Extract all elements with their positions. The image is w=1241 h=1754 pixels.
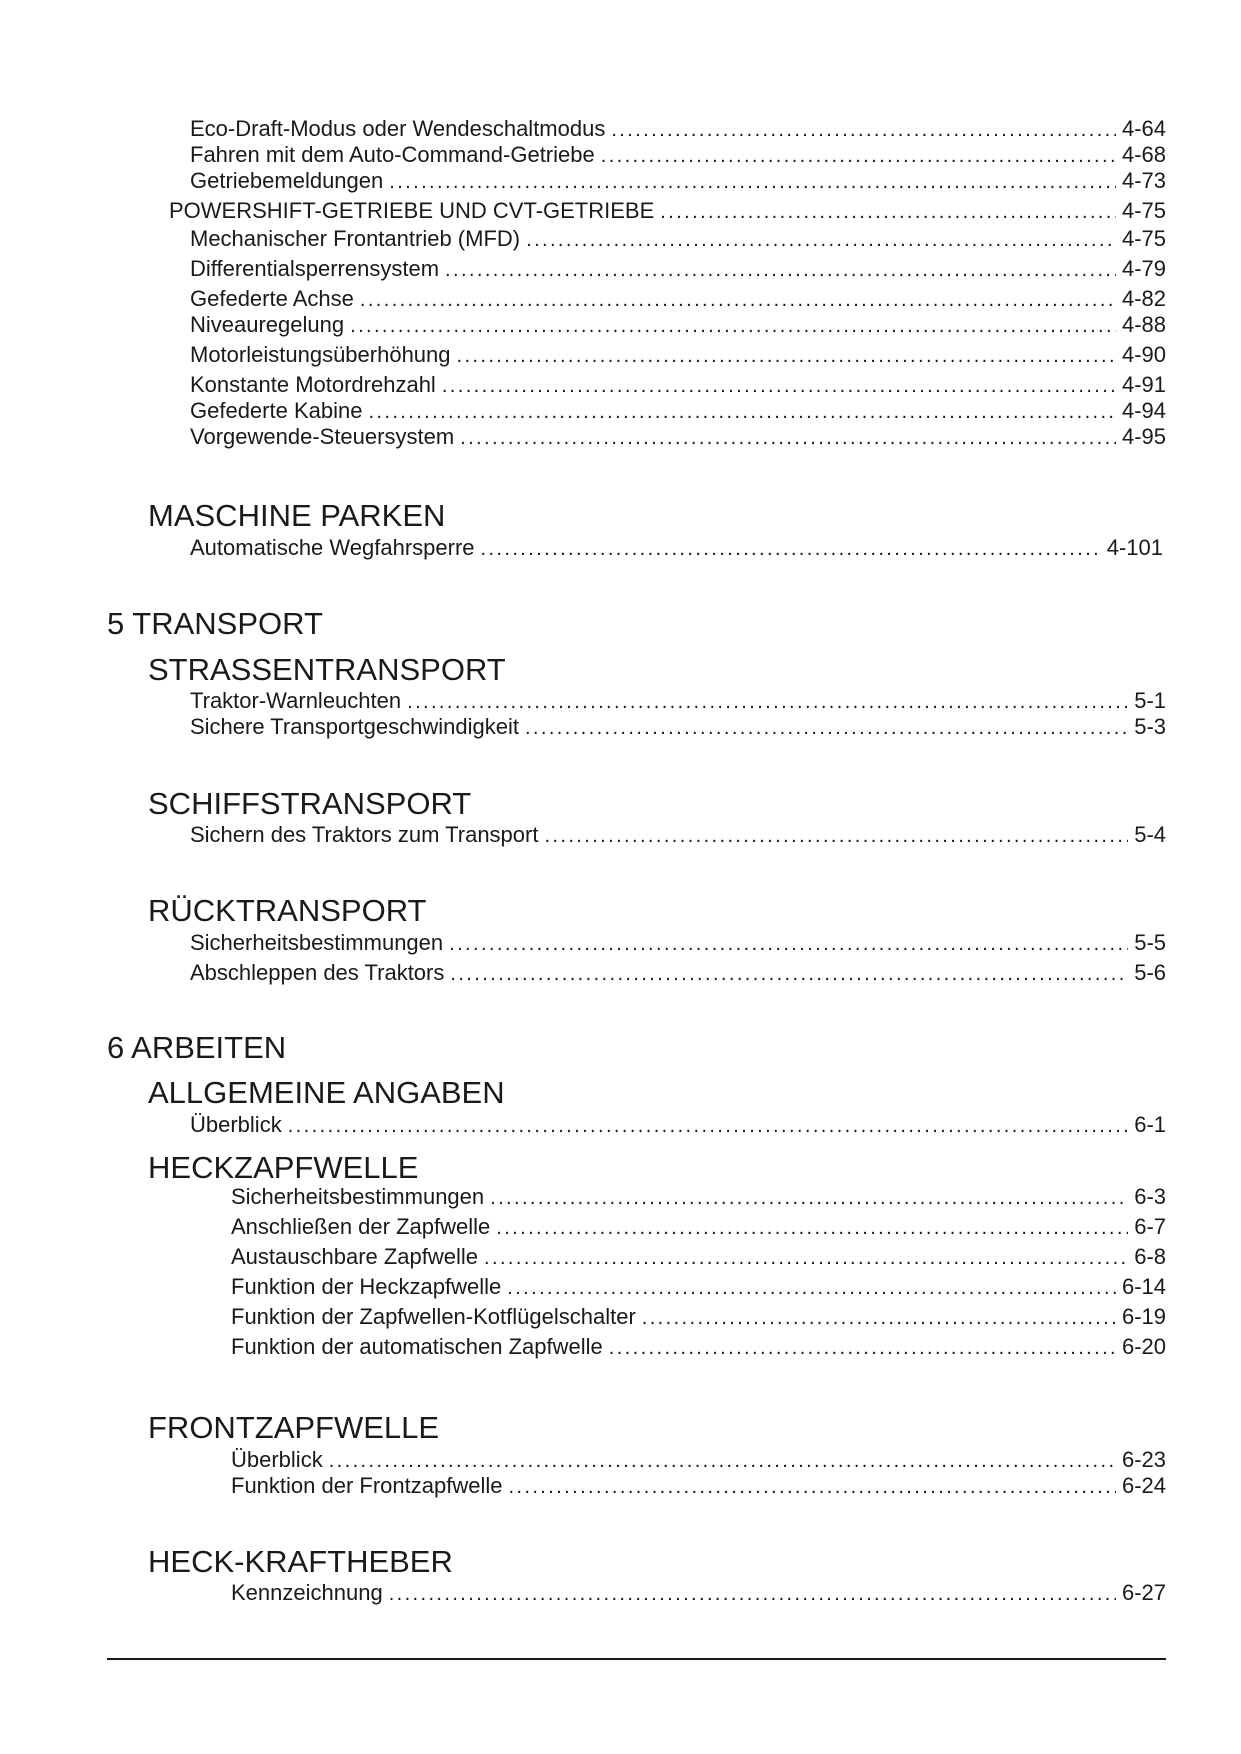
section-heading: HECKZAPFWELLE: [148, 1150, 419, 1185]
toc-entry-page: 6-23: [1121, 1447, 1166, 1472]
toc-entry-page: 4-95: [1121, 424, 1166, 449]
toc-entry-label: Sicherheitsbestimmungen: [190, 930, 444, 955]
toc-entry-label: Traktor-Warnleuchten: [190, 688, 402, 713]
toc-entry-label: Differentialsperrensystem: [190, 256, 440, 281]
toc-entry-page: 6-24: [1121, 1473, 1166, 1498]
toc-entry[interactable]: [190, 142, 1166, 169]
toc-entry-label: Kennzeichnung: [231, 1580, 383, 1605]
toc-leader-dots: [609, 1335, 1116, 1361]
toc-leader-dots: [544, 823, 1128, 849]
toc-entry-page: 5-6: [1134, 960, 1166, 985]
toc-entry-label: Gefederte Achse: [190, 286, 354, 311]
section-heading: ALLGEMEINE ANGABEN: [148, 1075, 505, 1110]
toc-entry[interactable]: [190, 286, 1166, 313]
toc-entry-page: 4-75: [1121, 198, 1166, 223]
toc-entry[interactable]: [190, 342, 1166, 369]
toc-entry-label: Funktion der Zapfwellen-Kotflügelschalter: [231, 1304, 636, 1329]
toc-leader-dots: [660, 199, 1116, 225]
toc-entry[interactable]: [190, 168, 1166, 195]
toc-entry-label: Funktion der automatischen Zapfwelle: [231, 1334, 603, 1359]
toc-leader-dots: [445, 257, 1116, 283]
toc-leader-dots: [407, 689, 1128, 715]
toc-entry-label: Funktion der Frontzapfwelle: [231, 1473, 503, 1498]
toc-entry-label: Mechanischer Frontantrieb (MFD): [190, 226, 521, 251]
toc-entry[interactable]: [190, 226, 1166, 253]
toc-entry-page: 4-91: [1121, 372, 1166, 397]
toc-entry[interactable]: [190, 398, 1166, 425]
toc-leader-dots: [460, 425, 1116, 451]
toc-entry-page: 4-75: [1121, 226, 1166, 251]
toc-entry-label: Überblick: [190, 1112, 282, 1137]
toc-entry-label: Sicherheitsbestimmungen: [231, 1184, 485, 1209]
toc-entry[interactable]: [231, 1214, 1166, 1241]
toc-entry-page: 4-94: [1121, 398, 1166, 423]
footer-rule: [107, 1658, 1166, 1660]
toc-entry[interactable]: [190, 960, 1166, 987]
chapter-heading: 6 ARBEITEN: [107, 1030, 287, 1065]
toc-entry[interactable]: [190, 256, 1166, 283]
toc-leader-dots: [496, 1215, 1128, 1241]
toc-leader-dots: [601, 143, 1116, 169]
toc-leader-dots: [368, 399, 1115, 425]
toc-entry[interactable]: [190, 1112, 1166, 1139]
toc-entry-label: Getriebemeldungen: [190, 168, 384, 193]
toc-entry-page: 6-14: [1121, 1274, 1166, 1299]
toc-leader-dots: [442, 373, 1116, 399]
toc-entry-label: Motorleistungsüberhöhung: [190, 342, 451, 367]
toc-leader-dots: [360, 287, 1116, 313]
toc-entry[interactable]: [190, 312, 1166, 339]
toc-entry-label: Vorgewende-Steuersystem: [190, 424, 455, 449]
toc-entry-page: 5-3: [1134, 714, 1166, 739]
toc-entry-label: Sichere Transportgeschwindigkeit: [190, 714, 519, 739]
toc-entry-page: 4-64: [1121, 116, 1166, 141]
toc-leader-dots: [449, 931, 1128, 957]
toc-entry[interactable]: [231, 1274, 1166, 1301]
toc-entry[interactable]: [190, 372, 1166, 399]
toc-leader-dots: [526, 227, 1116, 253]
toc-entry-page: 6-20: [1121, 1334, 1166, 1359]
toc-entry-page: 5-4: [1134, 822, 1166, 847]
toc-entry-page: 6-7: [1134, 1214, 1166, 1239]
toc-entry[interactable]: [190, 116, 1166, 143]
toc-entry-label: Sichern des Traktors zum Transport: [190, 822, 539, 847]
toc-entry-page: 6-8: [1134, 1244, 1166, 1269]
toc-entry[interactable]: [231, 1580, 1166, 1607]
toc-entry[interactable]: [231, 1304, 1166, 1331]
toc-entry[interactable]: [231, 1473, 1166, 1500]
toc-entry-page: 6-1: [1134, 1112, 1166, 1137]
toc-entry[interactable]: [190, 822, 1166, 849]
toc-leader-dots: [450, 961, 1128, 987]
toc-entry[interactable]: [190, 714, 1166, 741]
toc-entry-label: Konstante Motordrehzahl: [190, 372, 436, 397]
toc-leader-dots: [329, 1448, 1116, 1474]
toc-entry-page: 6-3: [1134, 1184, 1166, 1209]
toc-entry-label: Fahren mit dem Auto-Command-Getriebe: [190, 142, 595, 167]
toc-entry-page: 4-73: [1121, 168, 1166, 193]
toc-leader-dots: [389, 1581, 1116, 1607]
section-heading: HECK-KRAFTHEBER: [148, 1544, 453, 1579]
section-heading: FRONTZAPFWELLE: [148, 1410, 440, 1445]
toc-leader-dots: [490, 1185, 1128, 1211]
toc-entry-label: Überblick: [231, 1447, 323, 1472]
toc-entry[interactable]: [169, 198, 1166, 225]
toc-entry-label: Niveauregelung: [190, 312, 345, 337]
toc-leader-dots: [288, 1113, 1129, 1139]
toc-entry[interactable]: [190, 424, 1166, 451]
toc-entry[interactable]: [231, 1447, 1166, 1474]
chapter-heading: 5 TRANSPORT: [107, 606, 323, 641]
toc-leader-dots: [457, 343, 1116, 369]
toc-entry-label: Austauschbare Zapfwelle: [231, 1244, 479, 1269]
toc-leader-dots: [484, 1245, 1128, 1271]
toc-leader-dots: [508, 1474, 1115, 1500]
toc-entry-label: Funktion der Heckzapfwelle: [231, 1274, 502, 1299]
toc-entry-page: 4-68: [1121, 142, 1166, 167]
toc-leader-dots: [481, 536, 1101, 562]
toc-entry[interactable]: [190, 535, 1163, 562]
toc-entry-label: Gefederte Kabine: [190, 398, 363, 423]
toc-entry-page: 6-19: [1121, 1304, 1166, 1329]
toc-leader-dots: [389, 169, 1116, 195]
toc-entry-page: 5-5: [1134, 930, 1166, 955]
toc-entry-page: 4-101: [1106, 535, 1163, 560]
section-heading: MASCHINE PARKEN: [148, 498, 446, 533]
toc-leader-dots: [507, 1275, 1116, 1301]
toc-entry-page: 5-1: [1134, 688, 1166, 713]
toc-entry-page: 4-79: [1121, 256, 1166, 281]
toc-entry-label: Eco-Draft-Modus oder Wendeschaltmodus: [190, 116, 606, 141]
toc-leader-dots: [611, 117, 1116, 143]
toc-entry-page: 4-90: [1121, 342, 1166, 367]
toc-entry-page: 4-88: [1121, 312, 1166, 337]
section-heading: RÜCKTRANSPORT: [148, 893, 427, 928]
toc-entry[interactable]: [231, 1334, 1166, 1361]
toc-leader-dots: [525, 715, 1128, 741]
toc-entry-page: 4-82: [1121, 286, 1166, 311]
toc-entry[interactable]: [231, 1184, 1166, 1211]
toc-entry-label: Anschließen der Zapfwelle: [231, 1214, 491, 1239]
toc-entry[interactable]: [231, 1244, 1166, 1271]
toc-leader-dots: [642, 1305, 1116, 1331]
toc-entry-label: POWERSHIFT-GETRIEBE UND CVT-GETRIEBE: [169, 198, 655, 223]
toc-entry-page: 6-27: [1121, 1580, 1166, 1605]
toc-leader-dots: [350, 313, 1116, 339]
section-heading: SCHIFFSTRANSPORT: [148, 786, 472, 821]
section-heading: STRASSENTRANSPORT: [148, 652, 506, 687]
toc-entry[interactable]: [190, 930, 1166, 957]
toc-entry-label: Automatische Wegfahrsperre: [190, 535, 475, 560]
toc-entry[interactable]: [190, 688, 1166, 715]
toc-entry-label: Abschleppen des Traktors: [190, 960, 445, 985]
